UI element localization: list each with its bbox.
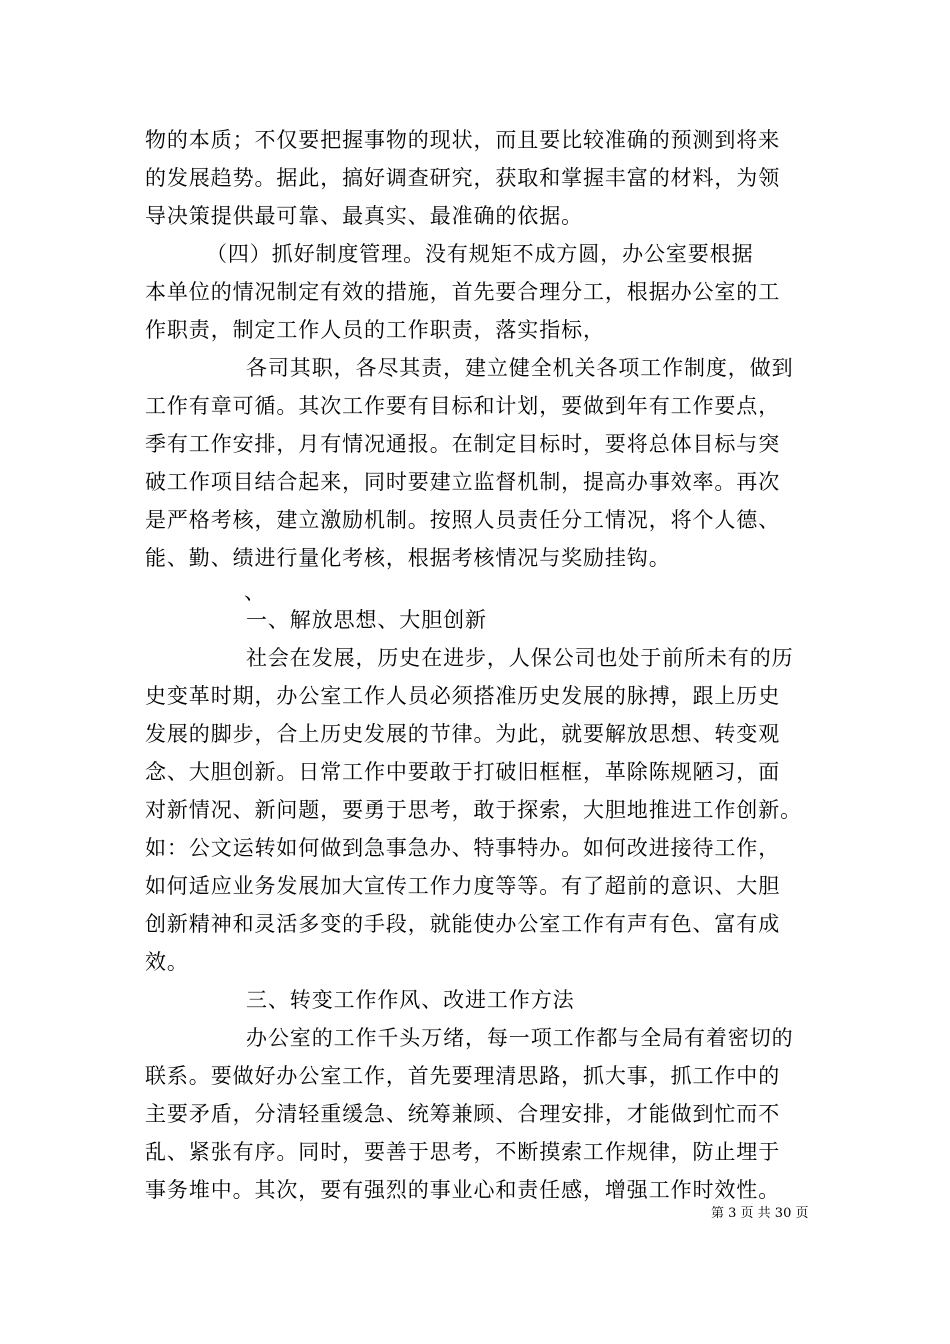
stray-mark: 、 [244, 580, 266, 604]
text-line: 破工作项目结合起来，同时要建立监督机制，提高办事效率。再次 [145, 470, 781, 494]
text-line: 作职责，制定工作人员的工作职责，落实指标， [145, 318, 605, 342]
text-line: 本单位的情况制定有效的措施，首先要合理分工，根据办公室的工 [145, 280, 781, 304]
text-line: 季有工作安排，月有情况通报。在制定目标时，要将总体目标与突 [145, 432, 781, 456]
text-line: 发展的脚步，合上历史发展的节律。为此，就要解放思想、转变观 [145, 722, 781, 746]
section-heading: 三、转变工作作风、改进工作方法 [246, 988, 575, 1012]
text-line: 联系。要做好办公室工作，首先要理清思路，抓大事，抓工作中的 [145, 1064, 781, 1088]
text-line: 的发展趋势。据此，搞好调查研究，获取和掌握丰富的材料，为领 [145, 166, 781, 190]
text-line: 导决策提供最可靠、最真实、最准确的依据。 [145, 204, 583, 228]
text-line: 乱、紧张有序。同时，要善于思考，不断摸索工作规律，防止埋于 [145, 1140, 781, 1164]
text-line: 对新情况、新问题，要勇于思考，敢于探索，大胆地推进工作创新。 [145, 798, 802, 822]
text-line: 念、大胆创新。日常工作中要敢于打破旧框框，革除陈规陋习，面 [145, 760, 781, 784]
text-line: 创新精神和灵活多变的手段，就能使办公室工作有声有色、富有成 [145, 912, 781, 936]
text-line: 各司其职，各尽其责，建立健全机关各项工作制度，做到 [246, 356, 794, 380]
text-line: 如何适应业务发展加大宣传工作力度等等。有了超前的意识、大胆 [145, 874, 781, 898]
text-line: 办公室的工作千头万绪，每一项工作都与全局有着密切的 [246, 1026, 794, 1050]
text-line: 事务堆中。其次，要有强烈的事业心和责任感，增强工作时效性。 [145, 1178, 781, 1202]
text-line: 是严格考核，建立激励机制。按照人员责任分工情况，将个人德、 [145, 508, 781, 532]
text-line: 主要矛盾，分清轻重缓急、统筹兼顾、合理安排，才能做到忙而不 [145, 1102, 781, 1126]
page-number: 第 3 页 共 30 页 [711, 1206, 809, 1221]
text-line: 效。 [145, 950, 189, 974]
section-heading: 一、解放思想、大胆创新 [246, 608, 487, 632]
text-line: 社会在发展，历史在进步，人保公司也处于前所未有的历 [246, 646, 794, 670]
section-heading: （四）抓好制度管理。没有规矩不成方圆，办公室要根据 [206, 242, 754, 266]
text-line: 如：公文运转如何做到急事急办、特事特办。如何改进接待工作， [145, 836, 781, 860]
text-line: 能、勤、绩进行量化考核，根据考核情况与奖励挂钩。 [145, 546, 671, 570]
text-line: 工作有章可循。其次工作要有目标和计划，要做到年有工作要点， [145, 394, 781, 418]
text-line: 史变革时期，办公室工作人员必须搭准历史发展的脉搏，跟上历史 [145, 684, 781, 708]
text-line: 物的本质；不仅要把握事物的现状，而且要比较准确的预测到将来 [145, 128, 781, 152]
